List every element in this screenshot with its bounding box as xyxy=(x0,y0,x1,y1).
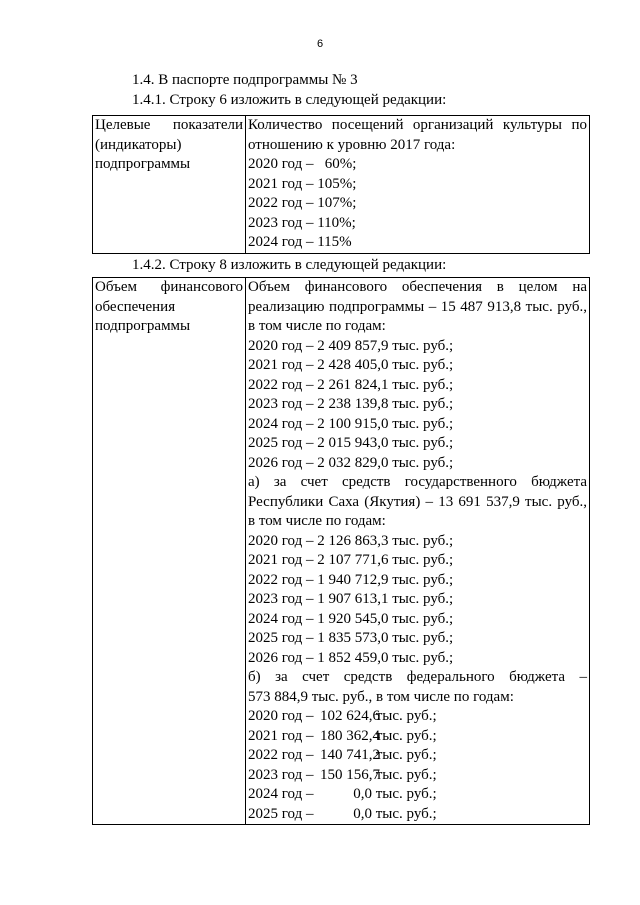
row-label-cell xyxy=(93,116,246,254)
federal-year-label: 2021 год – xyxy=(248,727,314,744)
row-label-cell xyxy=(93,278,246,825)
row-label-line: Объем финансового xyxy=(95,279,243,295)
row-label-line: (индикаторы) xyxy=(95,136,182,153)
regional-budget-line: Республики Саха (Якутия) – 13 691 537,9 тыс. руб., xyxy=(248,493,587,510)
total-year-line: 2025 год – 2 015 943,0 тыс. руб.; xyxy=(248,435,454,451)
year-value-line: 2023 год – 110%; xyxy=(248,214,356,231)
year-value-line: 2022 год – 107%; xyxy=(248,195,357,211)
target-indicators-table xyxy=(92,115,590,254)
federal-year-line xyxy=(248,707,587,727)
regional-year-line: 2026 год – 1 852 459,0 тыс. руб.; xyxy=(248,649,454,666)
regional-budget-line: в том числе по годам: xyxy=(248,513,386,529)
value-line: отношению к уровню 2017 года: xyxy=(248,136,456,153)
federal-year-label: 2020 год – xyxy=(248,708,314,724)
total-year-line: 2026 год – 2 032 829,0 тыс. руб.; xyxy=(248,454,454,471)
row-label-line: Целевые показатели xyxy=(95,117,243,133)
federal-year-unit: тыс. руб.; xyxy=(372,766,437,783)
regional-budget-line: а) за счет средств государственного бюджета xyxy=(248,474,587,490)
regional-year-line: 2025 год – 1 835 573,0 тыс. руб.; xyxy=(248,630,454,646)
intro-line: Объем финансового обеспечения в целом на xyxy=(248,279,587,295)
total-year-line: 2022 год – 2 261 824,1 тыс. руб.; xyxy=(248,376,454,393)
federal-year-unit: тыс. руб.; xyxy=(372,747,437,763)
federal-year-line xyxy=(248,805,587,825)
federal-year-unit: тыс. руб.; xyxy=(372,805,437,822)
row-value-cell xyxy=(246,278,590,825)
table-row xyxy=(93,116,590,254)
total-year-line: 2021 год – 2 428 405,0 тыс. руб.; xyxy=(248,357,454,373)
row-label-line: подпрограммы xyxy=(95,156,191,172)
federal-year-amount: 0,0 xyxy=(353,786,372,802)
regional-year-line: 2022 год – 1 940 712,9 тыс. руб.; xyxy=(248,571,454,588)
value-line: Количество посещений организаций культуры по xyxy=(248,117,587,133)
regional-year-line: 2024 год – 1 920 545,0 тыс. руб.; xyxy=(248,610,454,627)
federal-year-amount: 140 741,2 xyxy=(320,747,380,763)
federal-year-unit: тыс. руб.; xyxy=(372,727,437,744)
federal-year-label: 2022 год – xyxy=(248,747,314,763)
section-heading-1-4: 1.4. В паспорте подпрограммы № 3 xyxy=(132,72,358,88)
row-value-cell xyxy=(246,116,590,254)
federal-year-line xyxy=(248,746,587,766)
year-value-line: 2021 год – 105%; xyxy=(248,175,357,192)
total-year-line: 2024 год – 2 100 915,0 тыс. руб.; xyxy=(248,415,454,432)
row-label-line: обеспечения xyxy=(95,298,176,315)
total-year-line: 2023 год – 2 238 139,8 тыс. руб.; xyxy=(248,396,454,412)
year-value-line: 2024 год – 115% xyxy=(248,234,352,250)
federal-year-label: 2025 год – xyxy=(248,805,314,822)
funding-volume-table xyxy=(92,277,590,825)
total-year-line: 2020 год – 2 409 857,9 тыс. руб.; xyxy=(248,337,454,354)
table-row xyxy=(93,278,590,825)
section-heading-1-4-1: 1.4.1. Строку 6 изложить в следующей редакции: xyxy=(132,92,447,108)
federal-year-amount: 150 156,7 xyxy=(320,766,380,783)
regional-year-line: 2020 год – 2 126 863,3 тыс. руб.; xyxy=(248,532,454,549)
federal-year-line xyxy=(248,785,587,805)
intro-line: реализацию подпрограммы – 15 487 913,8 тыс. руб., xyxy=(248,298,587,315)
federal-budget-line: б) за счет средств федерального бюджета – xyxy=(248,669,587,685)
federal-year-label: 2023 год – xyxy=(248,766,314,783)
row-label-line: подпрограммы xyxy=(95,318,191,334)
federal-year-unit: тыс. руб.; xyxy=(372,786,437,802)
federal-year-label: 2024 год – xyxy=(248,786,314,802)
regional-year-line: 2021 год – 2 107 771,6 тыс. руб.; xyxy=(248,552,454,568)
federal-year-unit: тыс. руб.; xyxy=(372,708,437,724)
page-number: 6 xyxy=(316,38,324,50)
federal-budget-line: 573 884,9 тыс. руб., в том числе по годам: xyxy=(248,688,514,705)
federal-year-line xyxy=(248,727,587,747)
federal-year-line xyxy=(248,766,587,786)
regional-year-line: 2023 год – 1 907 613,1 тыс. руб.; xyxy=(248,591,454,607)
federal-year-amount: 0,0 xyxy=(353,805,372,822)
federal-year-amount: 180 362,4 xyxy=(320,727,380,744)
federal-year-amount: 102 624,6 xyxy=(320,708,380,724)
intro-line: в том числе по годам: xyxy=(248,318,386,334)
section-heading-1-4-2: 1.4.2. Строку 8 изложить в следующей редакции: xyxy=(132,257,447,273)
year-value-line: 2020 год – 60%; xyxy=(248,156,357,172)
